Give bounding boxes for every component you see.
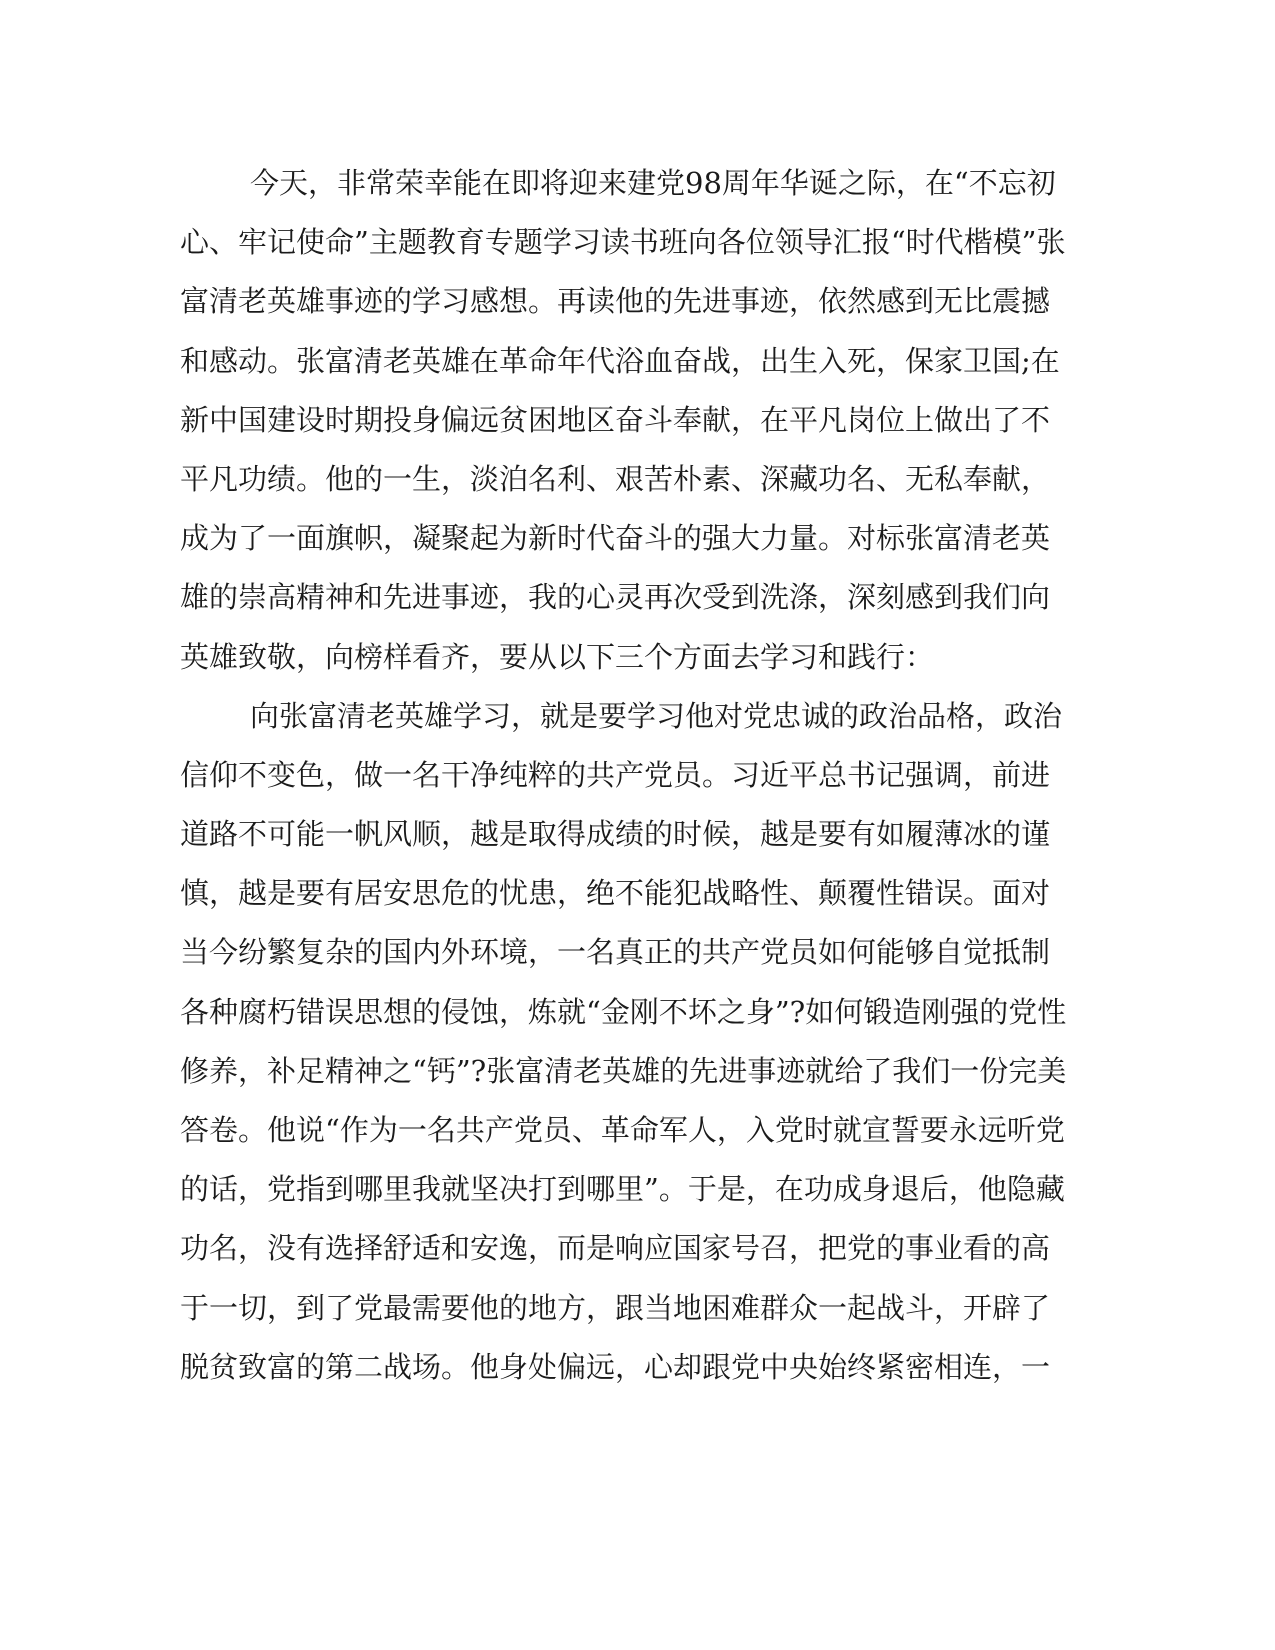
paragraph-1-line-8: 雄的崇高精神和先进事迹，我的心灵再次受到洗涤，深刻感到我们向 <box>180 580 1051 615</box>
paragraph-2-line-11: 于一切，到了党最需要他的地方，跟当地困难群众一起战斗，开辟了 <box>180 1290 1051 1325</box>
paragraph-1-line-9: 英雄致敬，向榜样看齐，要从以下三个方面去学习和践行： <box>180 639 935 674</box>
paragraph-2-line-4: 慎，越是要有居安思危的忧患，绝不能犯战略性、颠覆性错误。面对 <box>180 876 1051 911</box>
paragraph-2-line-10: 功名，没有选择舒适和安逸，而是响应国家号召，把党的事业看的高 <box>180 1231 1051 1266</box>
paragraph-1-line-6: 平凡功绩。他的一生，淡泊名利、艰苦朴素、深藏功名、无私奉献， <box>180 461 1051 496</box>
paragraph-1-line-3: 富清老英雄事迹的学习感想。再读他的先进事迹，依然感到无比震撼 <box>180 284 1051 319</box>
paragraph-1-line-2: 心、牢记使命”主题教育专题学习读书班向各位领导汇报“时代楷模”张 <box>180 225 1066 260</box>
paragraph-2-line-12: 脱贫致富的第二战场。他身处偏远，心却跟党中央始终紧密相连，一 <box>180 1349 1051 1384</box>
paragraph-2-line-5: 当今纷繁复杂的国内外环境，一名真正的共产党员如何能够自觉抵制 <box>180 935 1051 970</box>
paragraph-1-line-7: 成为了一面旗帜，凝聚起为新时代奋斗的强大力量。对标张富清老英 <box>180 521 1051 556</box>
paragraph-1-line-1: 今天，非常荣幸能在即将迎来建党98周年华诞之际，在“不忘初 <box>250 166 1056 200</box>
paragraph-2-line-1: 向张富清老英雄学习，就是要学习他对党忠诚的政治品格，政治 <box>250 698 1063 733</box>
paragraph-2-line-2: 信仰不变色，做一名干净纯粹的共产党员。习近平总书记强调，前进 <box>180 757 1051 792</box>
paragraph-1-line-4: 和感动。张富清老英雄在革命年代浴血奋战，出生入死，保家卫国;在 <box>180 343 1060 378</box>
document-body <box>180 154 1067 1397</box>
paragraph-2-line-6: 各种腐朽错误思想的侵蚀，炼就“金刚不坏之身”?如何锻造刚强的党性 <box>180 994 1067 1029</box>
paragraph-2-line-3: 道路不可能一帆风顺，越是取得成绩的时候，越是要有如履薄冰的谨 <box>180 817 1051 852</box>
paragraph-2-line-8: 答卷。他说“作为一名共产党员、革命军人，入党时就宣誓要永远听党 <box>180 1113 1065 1147</box>
paragraph-1-line-5: 新中国建设时期投身偏远贫困地区奋斗奉献，在平凡岗位上做出了不 <box>180 402 1051 437</box>
paragraph-2-line-9: 的话，党指到哪里我就坚决打到哪里”。于是，在功成身退后，他隐藏 <box>180 1172 1065 1207</box>
paragraph-2-line-7: 修养，补足精神之“钙”?张富清老英雄的先进事迹就给了我们一份完美 <box>180 1053 1067 1088</box>
